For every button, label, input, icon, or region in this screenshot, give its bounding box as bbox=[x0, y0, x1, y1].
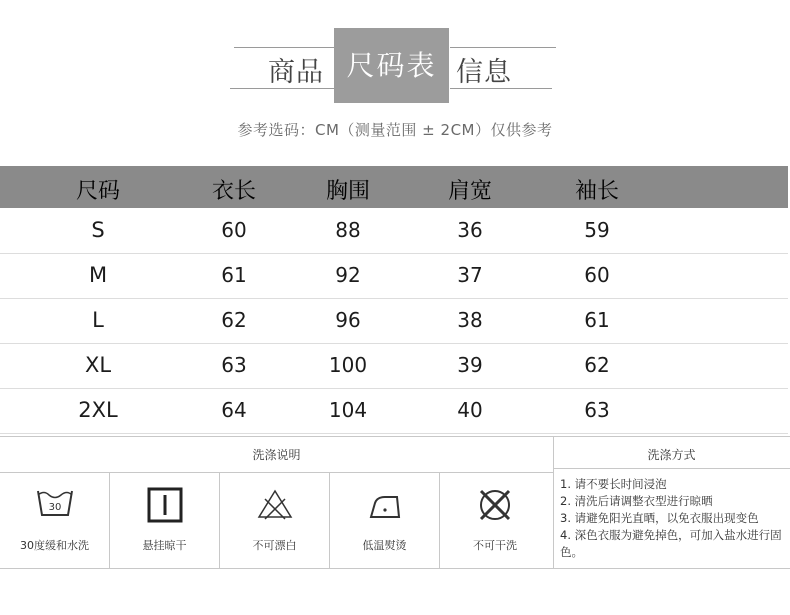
shoulder-cell: 40 bbox=[457, 398, 483, 422]
no-dry-clean-icon bbox=[475, 485, 515, 525]
care-symbol-label: 悬挂晾干 bbox=[142, 539, 187, 552]
size-table-header bbox=[0, 166, 788, 208]
shoulder-cell: 36 bbox=[457, 218, 483, 242]
care-symbol-hang-dry bbox=[110, 473, 220, 568]
no-bleach-icon bbox=[255, 485, 295, 525]
care-symbol-label: 不可漂白 bbox=[252, 539, 297, 552]
care-symbols-title: 洗涤说明 bbox=[252, 448, 301, 462]
care-symbol-wash bbox=[0, 473, 110, 568]
shoulder-cell: 37 bbox=[457, 263, 483, 287]
chest-cell: 96 bbox=[335, 308, 361, 332]
list-item: 1. 请不要长时间浸泡 bbox=[560, 477, 667, 491]
care-symbol-no-bleach bbox=[220, 473, 330, 568]
care-symbol-label: 30度缓和水洗 bbox=[20, 539, 89, 552]
title-highlight-box bbox=[334, 28, 449, 103]
sleeve-cell: 63 bbox=[584, 398, 610, 422]
sleeve-cell: 60 bbox=[584, 263, 610, 287]
divider bbox=[553, 468, 790, 469]
table-row bbox=[0, 208, 788, 254]
chest-cell: 100 bbox=[328, 353, 368, 377]
care-instructions bbox=[0, 436, 790, 572]
care-symbol-label: 不可干洗 bbox=[473, 539, 517, 552]
hang-dry-icon bbox=[145, 485, 185, 525]
size-cell: L bbox=[92, 308, 104, 332]
shoulder-cell: 38 bbox=[457, 308, 483, 332]
table-row bbox=[0, 343, 788, 389]
wash-temperature: 30 bbox=[48, 502, 62, 513]
table-row bbox=[0, 298, 788, 344]
wash-method-title: 洗涤方式 bbox=[647, 448, 696, 462]
header-shoulder: 肩宽 bbox=[447, 179, 492, 204]
divider bbox=[0, 568, 790, 569]
header-size: 尺码 bbox=[75, 179, 120, 204]
wash-30-icon bbox=[35, 485, 75, 523]
list-item: 2. 清洗后请调整衣型进行晾晒 bbox=[560, 494, 713, 508]
length-cell: 63 bbox=[221, 353, 247, 377]
wash-method-list bbox=[560, 476, 788, 561]
header-chest: 胸围 bbox=[325, 179, 370, 204]
divider bbox=[0, 436, 790, 437]
title-divider bbox=[234, 47, 334, 48]
header-sleeve: 袖长 bbox=[574, 179, 619, 204]
sleeve-cell: 62 bbox=[584, 353, 610, 377]
care-symbol-no-dry-clean bbox=[440, 473, 550, 568]
measurement-note: 参考选码：CM（测量范围 ± 2CM）仅供参考 bbox=[237, 121, 553, 139]
length-cell: 62 bbox=[221, 308, 247, 332]
size-cell: S bbox=[91, 218, 105, 242]
care-symbol-low-iron bbox=[330, 473, 440, 568]
table-row bbox=[0, 388, 788, 434]
title-banner bbox=[0, 0, 790, 110]
title-divider bbox=[450, 47, 556, 48]
list-item: 4. 深色衣服为避免掉色，可加入盐水进行固色。 bbox=[560, 528, 782, 559]
sleeve-cell: 61 bbox=[584, 308, 610, 332]
length-cell: 61 bbox=[221, 263, 247, 287]
size-cell: M bbox=[88, 263, 108, 287]
low-iron-icon bbox=[365, 485, 405, 525]
chest-cell: 104 bbox=[328, 398, 368, 422]
title-highlight-text: 尺码表 bbox=[346, 49, 437, 82]
header-length: 衣长 bbox=[211, 179, 256, 204]
care-symbol-label: 低温熨烫 bbox=[362, 539, 407, 552]
length-cell: 64 bbox=[221, 398, 247, 422]
table-row bbox=[0, 253, 788, 299]
length-cell: 60 bbox=[221, 218, 247, 242]
title-right-text: 信息 bbox=[456, 57, 512, 88]
size-cell: XL bbox=[84, 353, 112, 377]
shoulder-cell: 39 bbox=[457, 353, 483, 377]
chest-cell: 92 bbox=[335, 263, 361, 287]
sleeve-cell: 59 bbox=[584, 218, 610, 242]
title-left-text: 商品 bbox=[268, 57, 324, 88]
list-item: 3. 请避免阳光直晒，以免衣服出现变色 bbox=[560, 511, 759, 525]
size-cell: 2XL bbox=[78, 398, 118, 422]
chest-cell: 88 bbox=[335, 218, 361, 242]
